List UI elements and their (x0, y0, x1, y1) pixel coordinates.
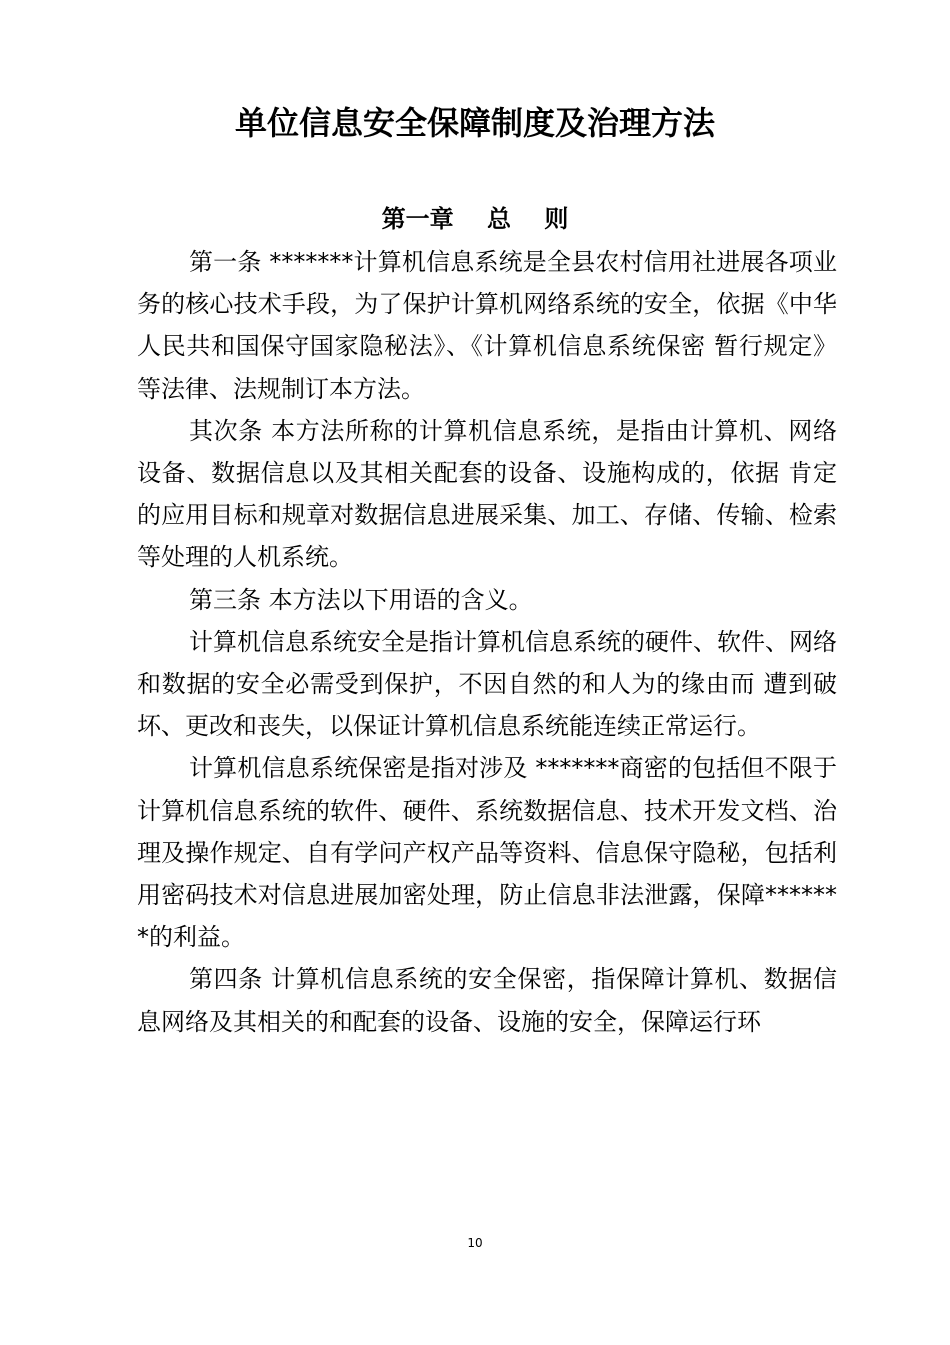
page-number: 10 (467, 1236, 483, 1250)
paragraph-definition-confidentiality: 计算机信息系统保密是指对涉及 *******商密的包括但不限于计算机信息系统的软件、硬件、系统数据信息、技术开发文档、治理及操作规定、自有学问产权产品等资料、信息保守隐秘，包括利用密码技术对信息进展加密处理，防止信息非法泄露，保障*******的利益。 (137, 754, 837, 952)
paragraph-article-2: 其次条 本方法所称的计算机信息系统，是指由计算机、网络设备、数据信息以及其相关配套的设备、设施构成的，依据 肯定的应用目标和规章对数据信息进展采集、加工、存储、传输、检索等处理的人机系统。 (137, 416, 837, 572)
document-title: 单位信息安全保障制度及治理方法 (234, 104, 715, 142)
paragraph-article-4: 第四条 计算机信息系统的安全保密，指保障计算机、数据信息网络及其相关的和配套的设备、设施的安全，保障运行环 (137, 965, 837, 1036)
document-body (137, 241, 837, 1043)
paragraph-article-3: 第三条 本方法以下用语的含义。 (189, 585, 533, 614)
paragraph-article-1: 第一条 *******计算机信息系统是全县农村信用社进展各项业务的核心技术手段，为了保护计算机网络系统的安全，依据《中华人民共和国保守国家隐秘法》、《计算机信息系统保密 暂行规定》等法律、法规制订本方法。 (137, 248, 837, 403)
chapter-heading: 第一章 总 则 (381, 205, 569, 233)
paragraph-definition-security: 计算机信息系统安全是指计算机信息系统的硬件、软件、网络和数据的安全必需受到保护，不因自然的和人为的缘由而 遭到破坏、更改和丧失，以保证计算机信息系统能连续正常运行。 (137, 627, 837, 741)
